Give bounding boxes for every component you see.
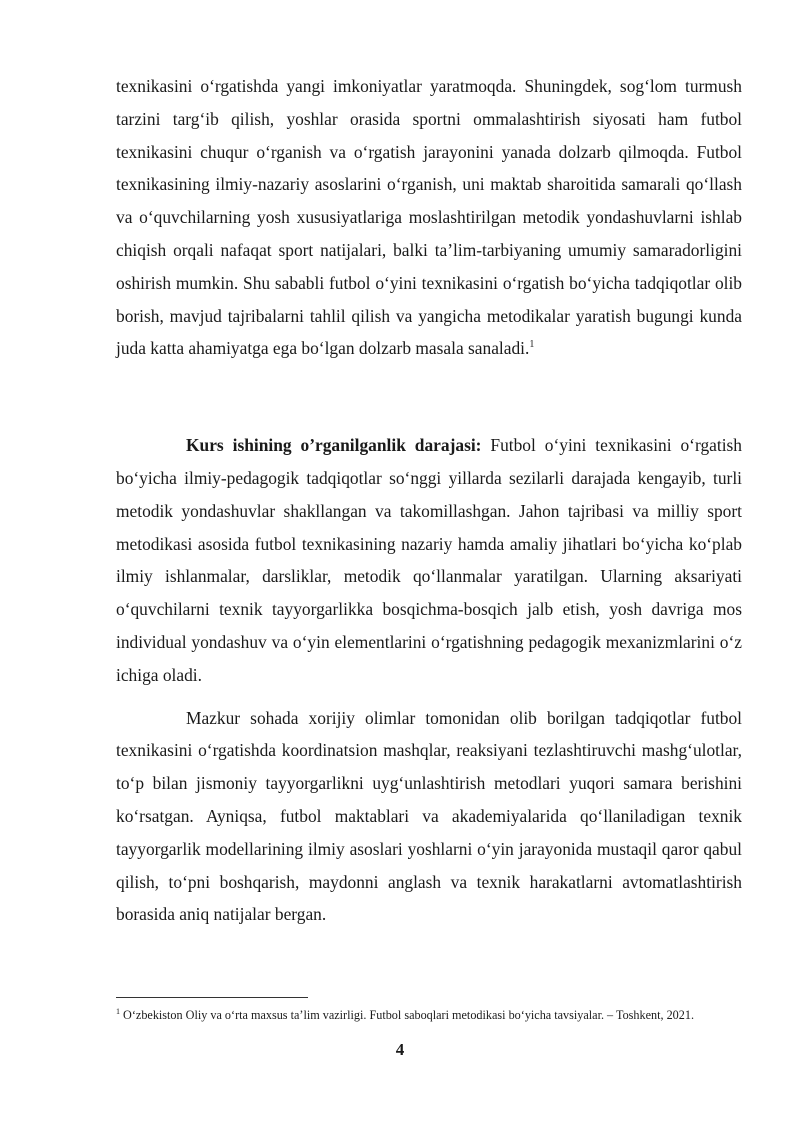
page-number: 4 xyxy=(395,1040,405,1059)
footnote xyxy=(116,1006,742,1025)
paragraph-foreign-research: Mazkur sohada xorijiy olimlar tomonidan olib borilgan tadqiqotlar futbol texnikasini o‘rgatishda koordinatsion mashqlar, reaksiyani tezlashtiruvchi mashg‘ulotlar, to‘p bilan jismoniy tayyorgarlikni uyg‘unlashtirish metodlari yuqori samara berishini ko‘rsatgan. Ayniqsa, futbol maktablari va akademiyalarida qo‘llaniladigan texnik tayyorgarlik modellarining ilmiy asoslari yoshlarni o‘yin jarayonida mustaqil qaror qabul qilish, to‘pni boshqarish, maydonni anglash va texnik harakatlarni avtomatlashtirish borasida aniq natijalar bergan. xyxy=(116,707,742,925)
footnote-separator xyxy=(116,997,308,998)
paragraph-continuation xyxy=(116,70,742,365)
paragraph-1-text: texnikasini o‘rgatishda yangi imkoniyatlar yaratmoqda. Shuningdek, sog‘lom turmush tarzini targ‘ib qilish, yoshlar orasida sportni ommalashtirish siyosati ham futbol texnikasini chuqur o‘rganish va o‘rgatish jarayonini yanada dolzarb qilmoqda. Futbol texnikasining ilmiy-nazariy asoslarini o‘rganish, uni maktab sharoitida samarali qo‘llash va o‘quvchilarning yosh xususiyatlariga moslashtirilgan metodik yondashuvlarni ishlab chiqish orqali nafaqat sport natijalari, balki ta’lim-tarbiyaning umumiy samaradorligini oshirish mumkin. Shu sababli futbol o‘yini texnikasini o‘rgatish bo‘yicha tadqiqotlar olib borish, mavjud tajribalarni tahlil qilish va yangicha metodikalar yaratish bugungi kunda juda katta ahamiyatga ega bo‘lgan dolzarb masala sanaladi. xyxy=(116,76,742,359)
paragraph-spacer xyxy=(116,692,742,702)
section-heading-inline: Kurs ishining o’rganilganlik darajasi: xyxy=(186,435,482,456)
footnote-number: 1 xyxy=(116,1006,120,1016)
paragraph-literature-review xyxy=(116,429,742,691)
paragraph-2-text: Futbol o‘yini texnikasini o‘rgatish bo‘yicha ilmiy-pedagogik tadqiqotlar so‘nggi yillarda sezilarli darajada kengayib, turli metodik yondashuvlar shakllangan va takomillashgan. Jahon tajribasi va milliy sport metodikasi asosida futbol texnikasining nazariy hamda amaliy jihatlari bo‘yicha ko‘plab ilmiy ishlanmalar, darsliklar, metodik qo‘llanmalar yaratilgan. Ularning aksariyati o‘quvchilarni texnik tayyorgarlikka bosqichma-bosqich jalb etish, yosh davriga mos individual yondashuv va o‘yin elementlarini o‘rgatishning pedagogik mexanizmlarini o‘z ichiga oladi. xyxy=(116,435,742,685)
section-spacer xyxy=(116,365,742,429)
footnote-text: O‘zbekiston Oliy va o‘rta maxsus ta’lim vazirligi. Futbol saboqlari metodikasi bo‘yicha tavsiyalar. – Toshkent, 2021. xyxy=(120,1008,694,1022)
page-body xyxy=(116,70,742,931)
footnote-reference[interactable]: 1 xyxy=(529,339,535,351)
